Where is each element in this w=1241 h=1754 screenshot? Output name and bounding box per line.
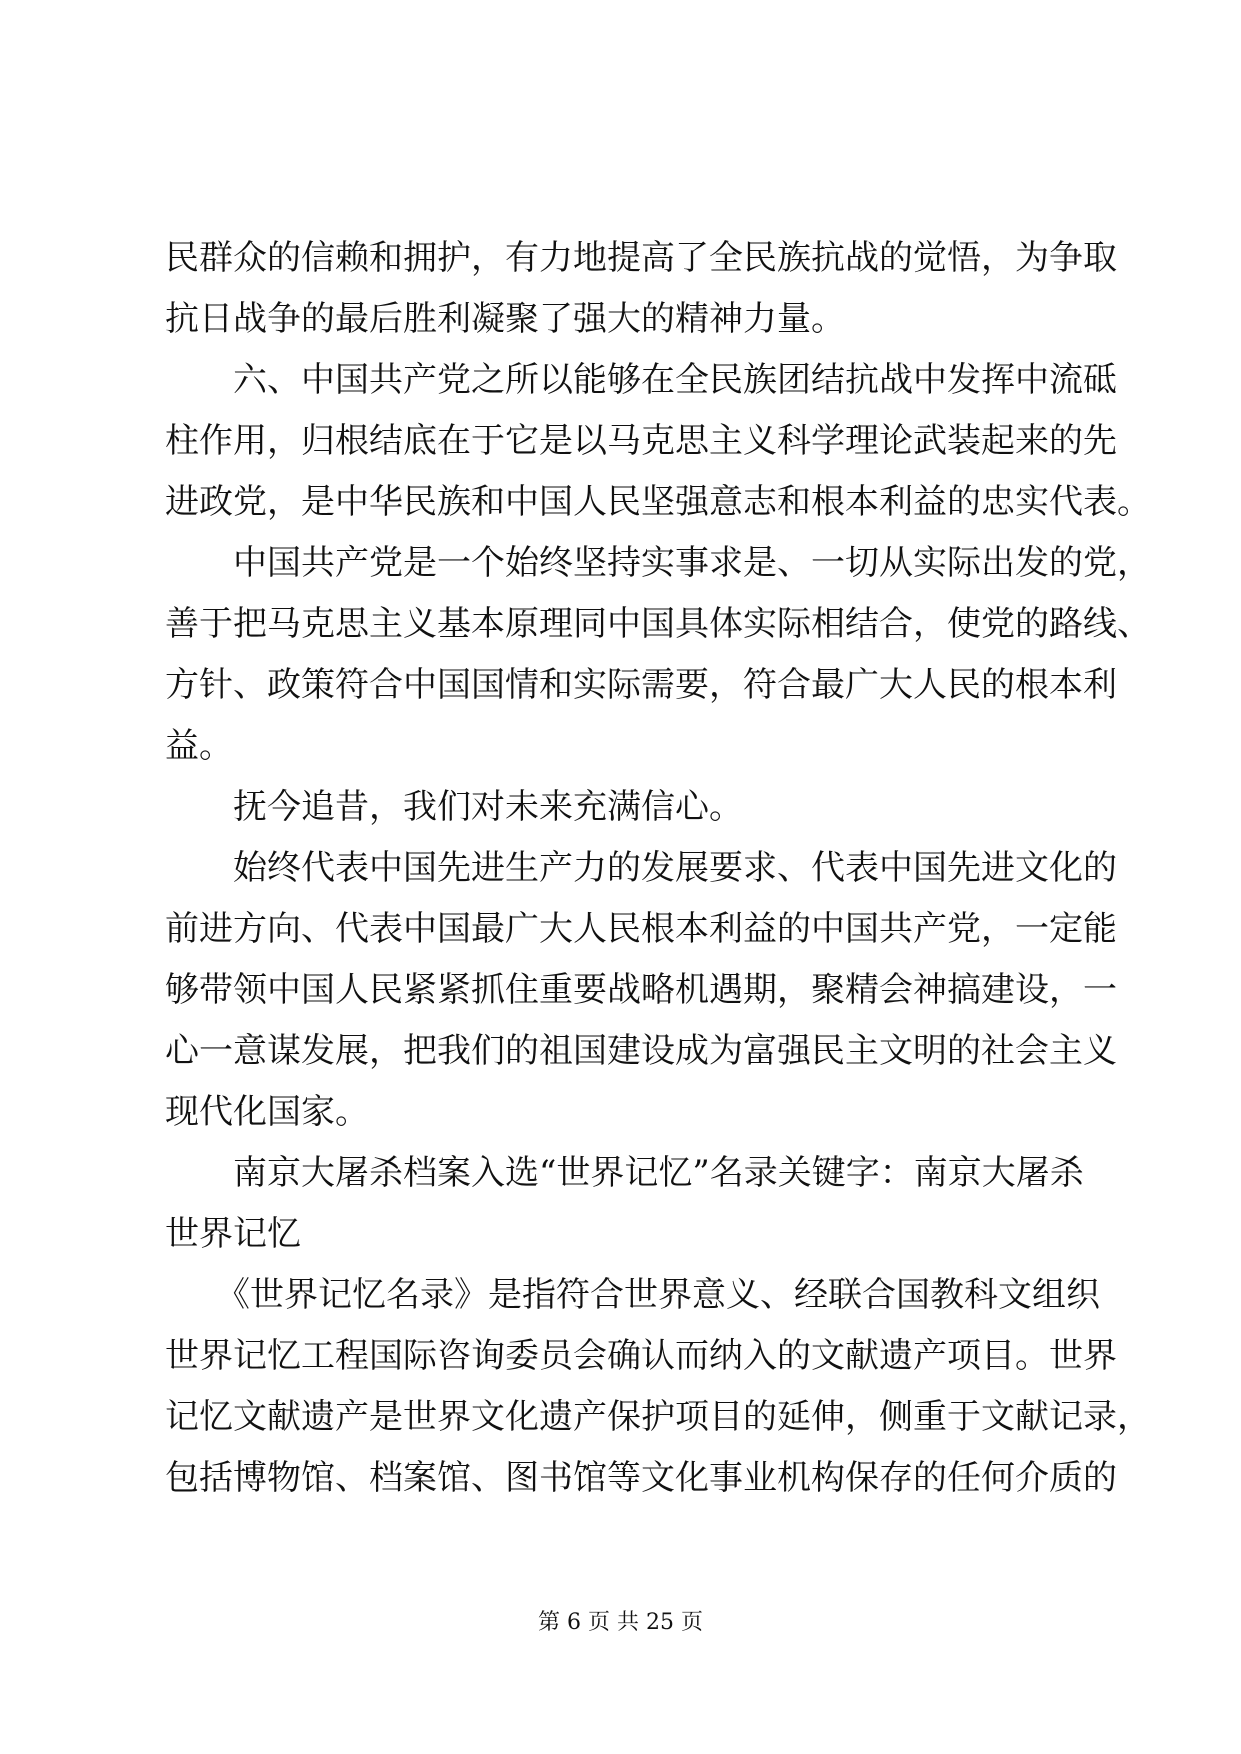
text-line: 抗日战争的最后胜利凝聚了强大的精神力量。 [165, 299, 845, 339]
text-line: 世界记忆工程国际咨询委员会确认而纳入的文献遗产项目。世界 [165, 1336, 1117, 1376]
text-line: 南京大屠杀档案入选“世界记忆”名录关键字：南京大屠杀 [165, 1153, 1084, 1193]
text-line: 包括博物馆、档案馆、图书馆等文化事业机构保存的任何介质的 [165, 1458, 1117, 1498]
text-line: 够带领中国人民紧紧抓住重要战略机遇期，聚精会神搞建设，一 [165, 970, 1117, 1010]
text-line: 益。 [165, 726, 233, 766]
text-line: 方针、政策符合中国国情和实际需要，符合最广大人民的根本利 [165, 665, 1117, 705]
document-body [165, 228, 1151, 1509]
text-line: 抚今追昔，我们对未来充满信心。 [165, 787, 743, 827]
text-line: 前进方向、代表中国最广大人民根本利益的中国共产党，一定能 [165, 909, 1117, 949]
text-line: 进政党，是中华民族和中国人民坚强意志和根本利益的忠实代表。 [165, 482, 1151, 522]
text-line: 民群众的信赖和拥护，有力地提高了全民族抗战的觉悟，为争取 [165, 238, 1117, 278]
text-line: 世界记忆 [165, 1214, 301, 1254]
text-line: 现代化国家。 [165, 1092, 369, 1132]
page-number: 第 6 页 共 25 页 [538, 1610, 703, 1635]
page-footer [0, 1608, 1241, 1638]
text-line: 始终代表中国先进生产力的发展要求、代表中国先进文化的 [165, 848, 1117, 888]
text-line: 柱作用，归根结底在于它是以马克思主义科学理论武装起来的先 [165, 421, 1117, 461]
text-line: 记忆文献遗产是世界文化遗产保护项目的延伸，侧重于文献记录， [165, 1397, 1151, 1437]
text-line: 中国共产党是一个始终坚持实事求是、一切从实际出发的党， [165, 543, 1151, 583]
text-line: 六、中国共产党之所以能够在全民族团结抗战中发挥中流砥 [165, 360, 1117, 400]
text-line: 《世界记忆名录》是指符合世界意义、经联合国教科文组织 [165, 1275, 1100, 1315]
text-line: 心一意谋发展，把我们的祖国建设成为富强民主文明的社会主义 [165, 1031, 1117, 1071]
text-line: 善于把马克思主义基本原理同中国具体实际相结合，使党的路线、 [165, 604, 1151, 644]
